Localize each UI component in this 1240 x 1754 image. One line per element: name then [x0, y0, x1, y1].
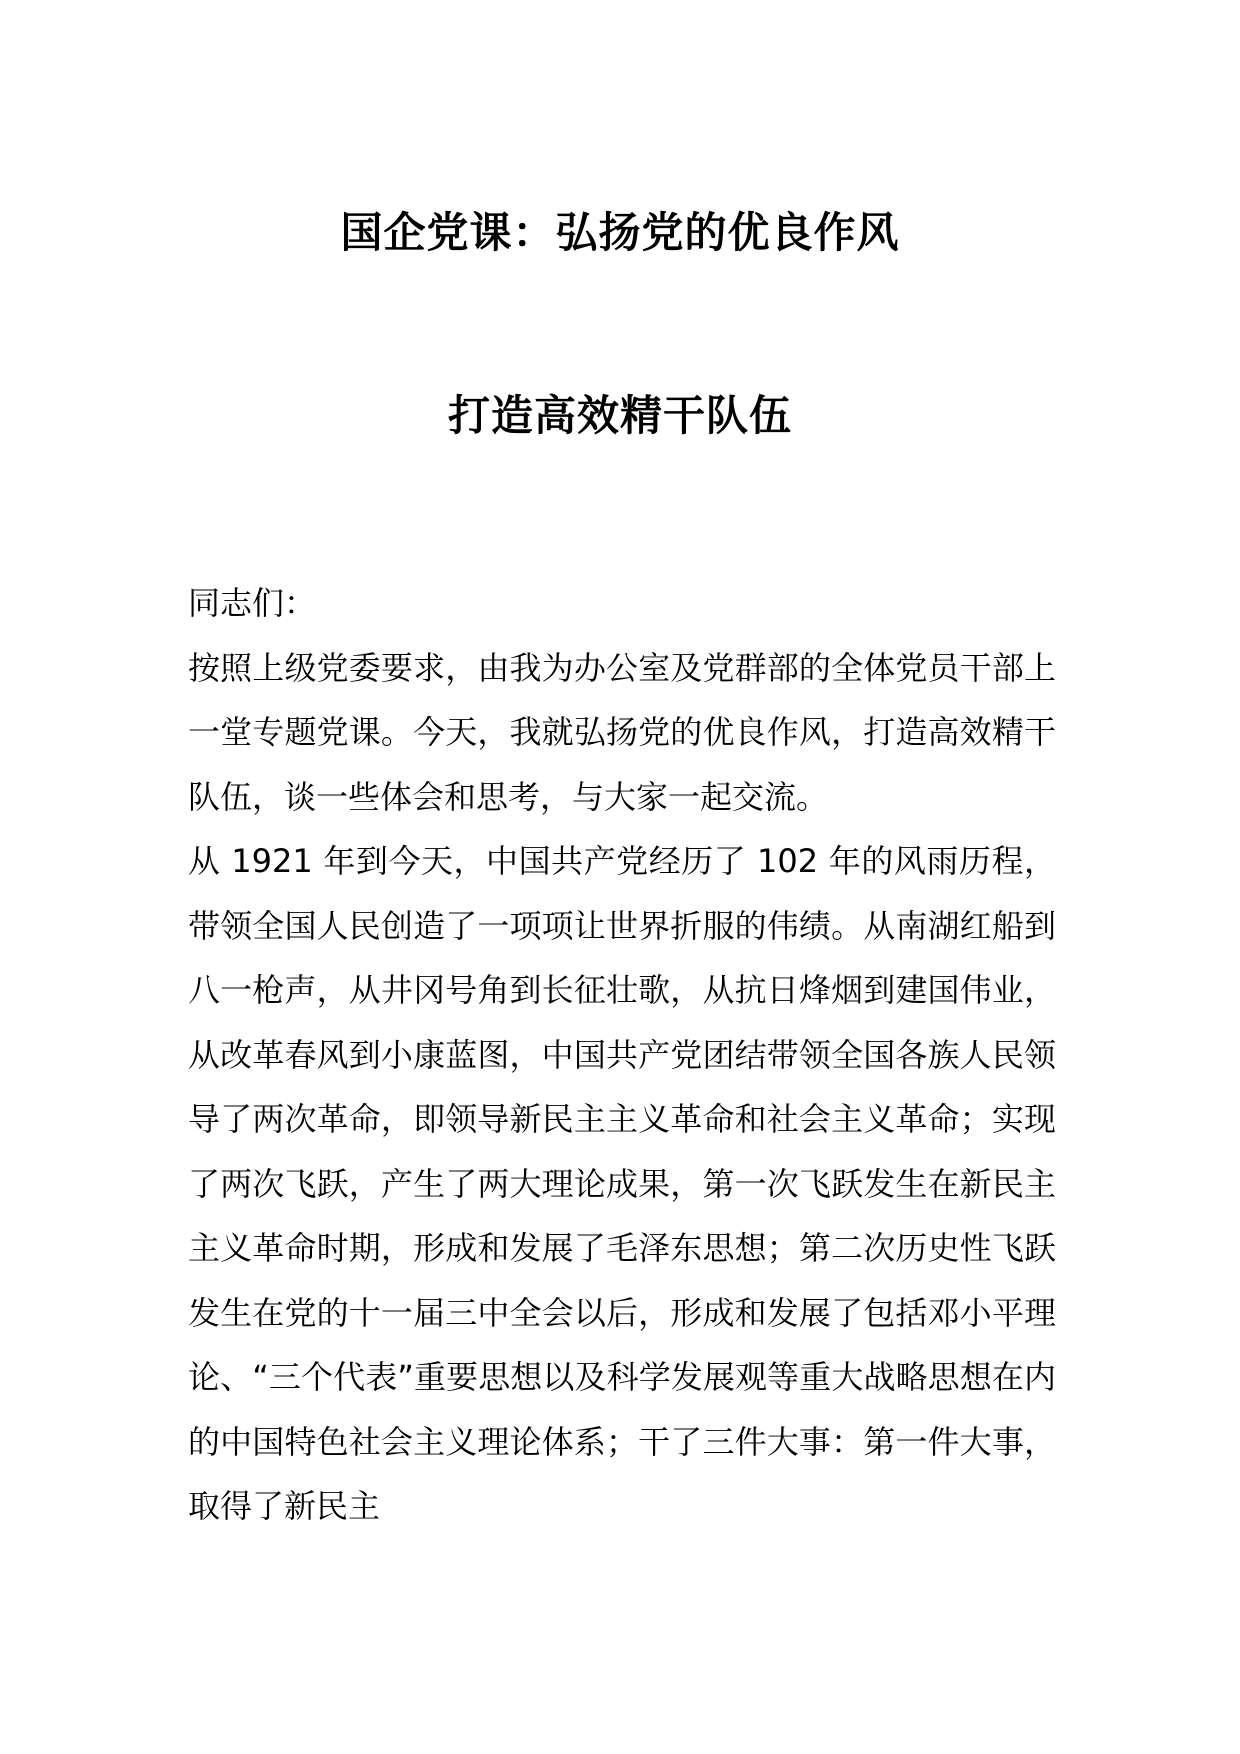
document-title-line-2: 打造高效精干队伍: [447, 391, 792, 440]
document-title-line-1: 国企党课：弘扬党的优良作风: [340, 208, 900, 257]
paragraph-history: 从 1921 年到今天，中国共产党经历了 102 年的风雨历程，带领全国人民创造了一项项让世界折服的伟绩。从南湖红船到八一枪声，从井冈号角到长征壮歌，从抗日烽烟到建国伟业，从改革春风到小康蓝图，中国共产党团结带领全国各族人民领导了两次革命，即领导新民主主义革命和社会主义革命；实现了两次飞跃，产生了两大理论成果，第一次飞跃发生在新民主主义革命时期，形成和发展了毛泽东思想；第二次历史性飞跃发生在党的十一届三中全会以后，形成和发展了包括邓小平理论、“三个代表”重要思想以及科学发展观等重大战略思想在内的中国特色社会主义理论体系；干了三件大事：第一件大事，取得了新民主: [188, 842, 1056, 1525]
paragraph-intro: 按照上级党委要求，由我为办公室及党群部的全体党员干部上一堂专题党课。今天，我就弘扬党的优良作风，打造高效精干队伍，谈一些体会和思考，与大家一起交流。: [188, 648, 1056, 816]
document-body: [188, 571, 1056, 1539]
salutation: 同志们：: [188, 584, 317, 622]
